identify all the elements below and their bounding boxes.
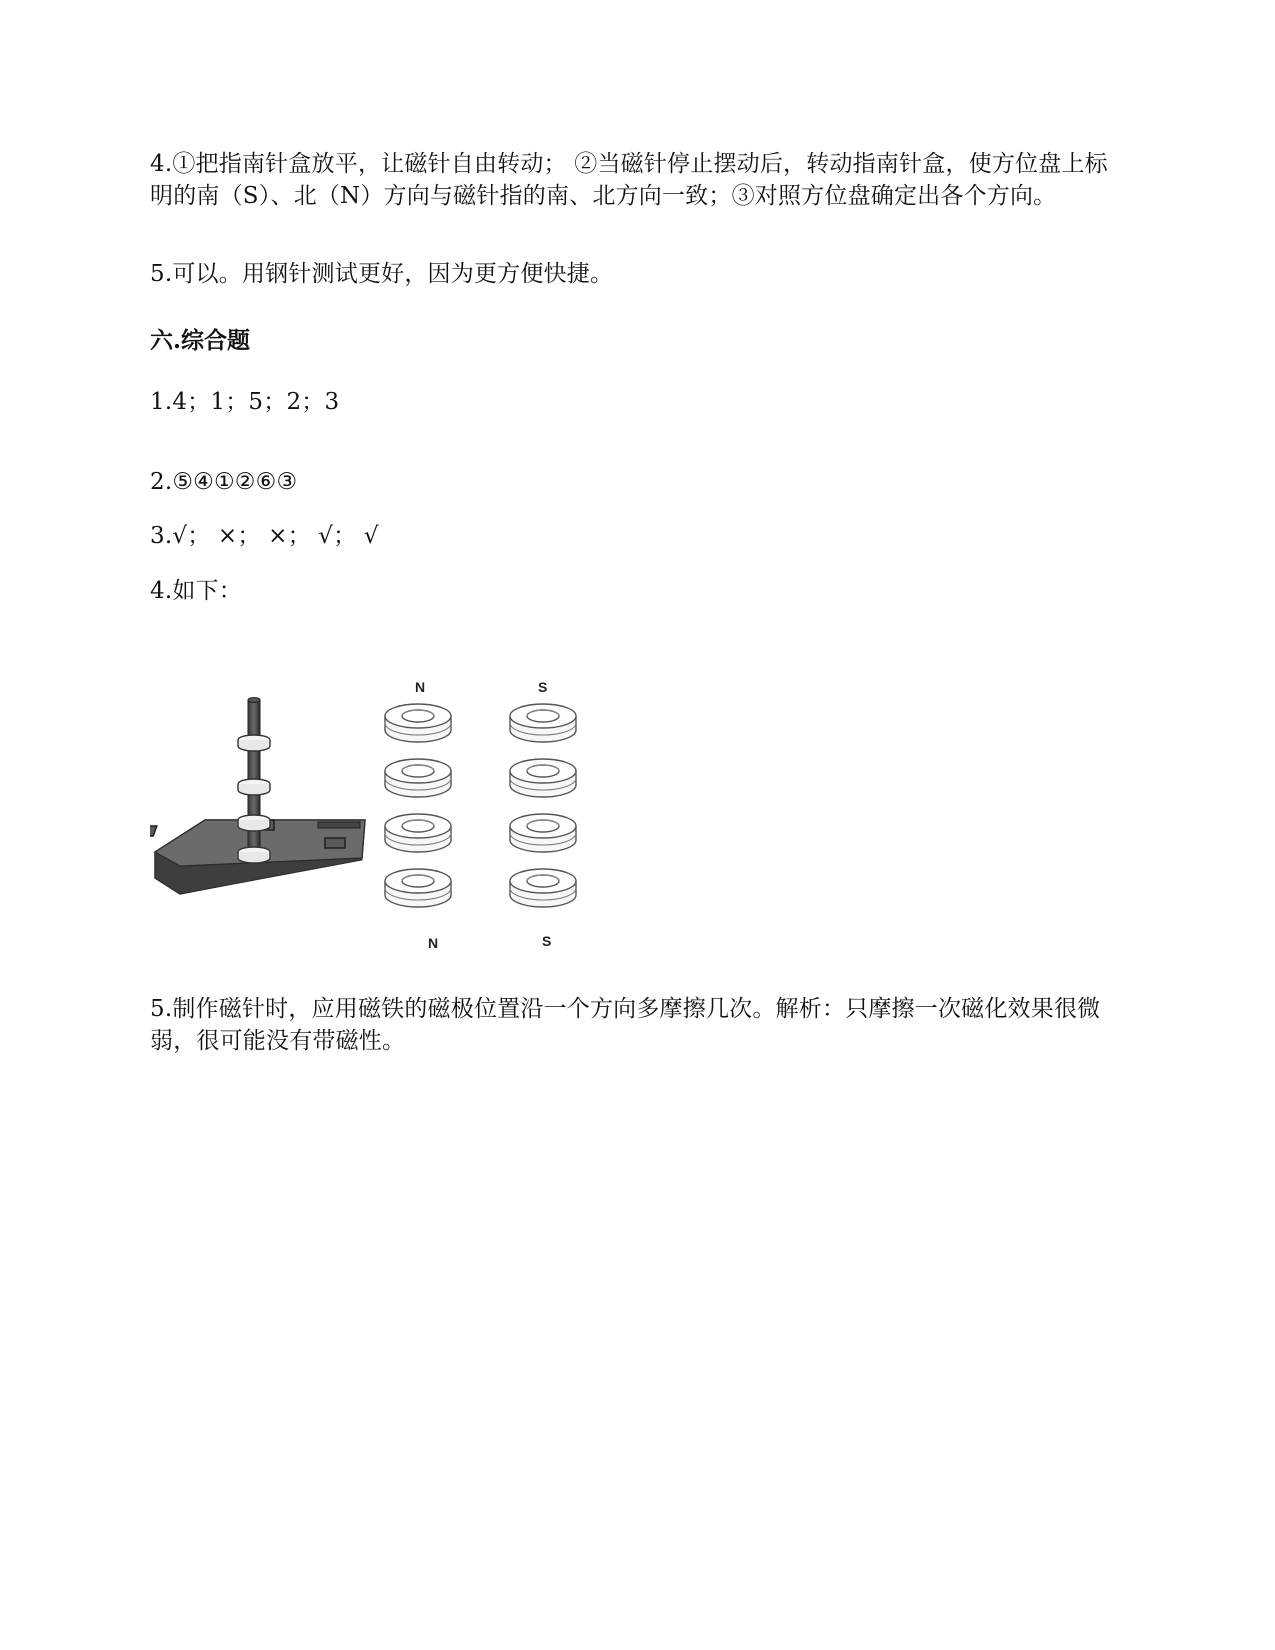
ring-magnet	[510, 759, 576, 797]
ring-magnet	[510, 869, 576, 907]
ring-magnet	[510, 704, 576, 742]
magnet-rings-figure	[150, 680, 620, 1000]
top-label-s: S	[538, 680, 548, 695]
bottom-label-n: N	[428, 935, 439, 951]
ring-magnet	[385, 759, 451, 797]
answer-4-compass: 4.①把指南针盒放平，让磁针自由转动； ②当磁针停止摆动后，转动指南针盒，使方位盘上标明的南（S）、北（N）方向与磁针指的南、北方向一致；③对照方位盘确定出各个方向。	[150, 151, 1108, 209]
top-label-n: N	[415, 680, 426, 695]
answer-5-steel-needle: 5.可以。用钢针测试更好，因为更方便快捷。	[150, 261, 614, 287]
ring-magnet	[510, 814, 576, 852]
answer-6-5: 5.制作磁针时，应用磁铁的磁极位置沿一个方向多摩擦几次。解析：只摩擦一次磁化效果很微弱，很可能没有带磁性。	[150, 996, 1101, 1054]
answer-6-3: 3.√； ×； ×； √； √	[150, 523, 379, 549]
ring-magnet	[385, 704, 451, 742]
ring-magnet-columns	[385, 704, 576, 907]
ring-magnet	[385, 814, 451, 852]
answer-6-2: 2.⑤④①②⑥③	[150, 469, 298, 495]
answer-6-1: 1.4；1；5；2；3	[150, 389, 340, 415]
section-heading: 六.综合题	[150, 327, 251, 354]
vertical-rod	[248, 698, 260, 859]
answer-6-4: 4.如下：	[150, 578, 242, 604]
ring-magnet	[385, 869, 451, 907]
bottom-label-s: S	[542, 933, 552, 949]
